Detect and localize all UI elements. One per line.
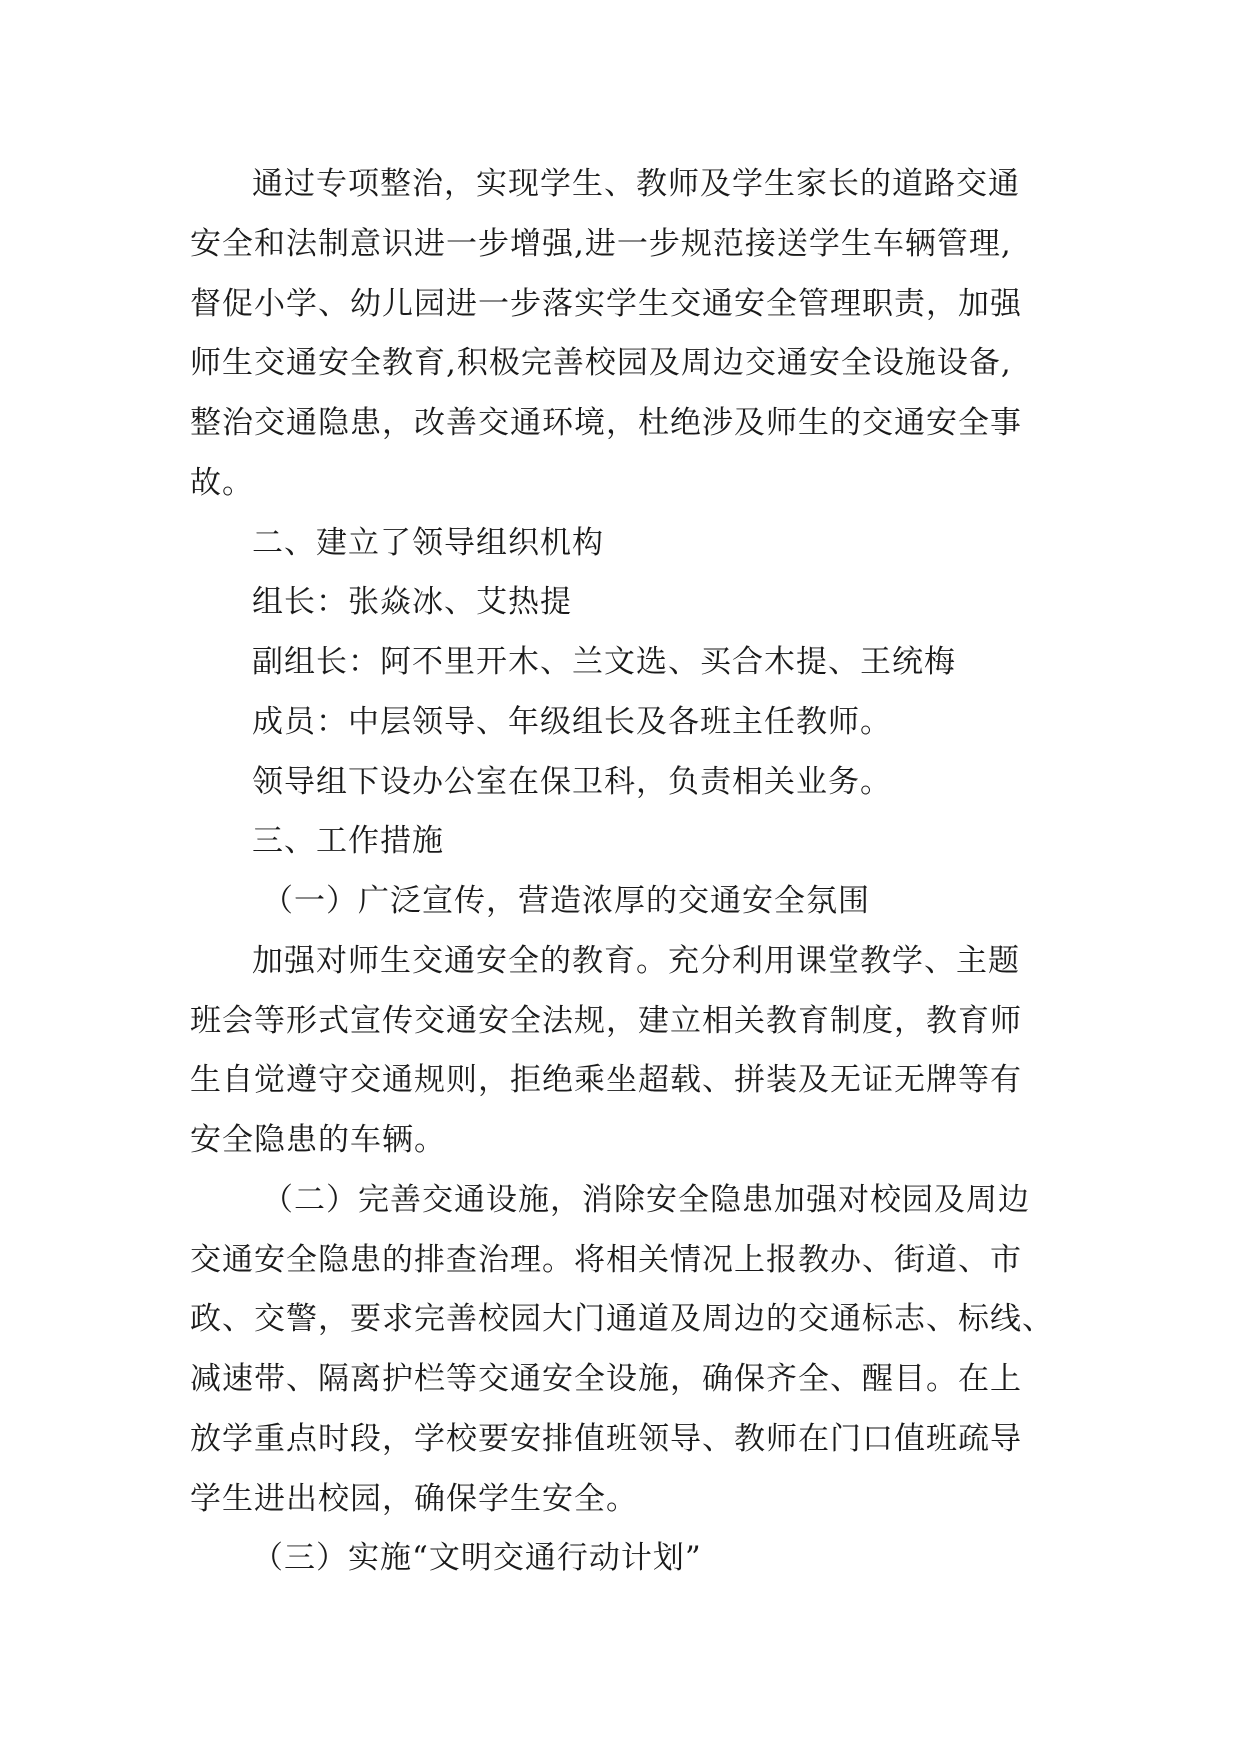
paragraph-line: 安全隐患的车辆。 <box>190 1122 446 1158</box>
paragraph-line: 学生进出校园，确保学生安全。 <box>190 1481 638 1517</box>
paragraph-line: 组长：张焱冰、艾热提 <box>252 584 572 620</box>
section-heading: 二、建立了领导组织机构 <box>252 525 604 561</box>
paragraph-line: 领导组下设办公室在保卫科，负责相关业务。 <box>252 764 892 800</box>
section-heading: 三、工作措施 <box>252 823 444 859</box>
paragraph-line: 安全和法制意识进一步增强,进一步规范接送学生车辆管理, <box>190 226 1012 262</box>
paragraph-line: 故。 <box>190 465 254 501</box>
paragraph-line: 成员：中层领导、年级组长及各班主任教师。 <box>252 704 892 740</box>
paragraph-line: 师生交通安全教育,积极完善校园及周边交通安全设施设备, <box>190 345 1012 381</box>
paragraph-line: 减速带、隔离护栏等交通安全设施，确保齐全、醒目。在上 <box>190 1361 1022 1397</box>
paragraph-line: 交通安全隐患的排查治理。将相关情况上报教办、街道、市 <box>190 1242 1022 1278</box>
paragraph-line: 放学重点时段，学校要安排值班领导、教师在门口值班疏导 <box>190 1421 1022 1457</box>
paragraph-line: 整治交通隐患，改善交通环境，杜绝涉及师生的交通安全事 <box>190 405 1022 441</box>
paragraph-line: 班会等形式宣传交通安全法规，建立相关教育制度，教育师 <box>190 1003 1022 1039</box>
subsection-heading: （二）完善交通设施，消除安全隐患加强对校园及周边 <box>262 1182 1030 1218</box>
paragraph-line: 政、交警，要求完善校园大门通道及周边的交通标志、标线、 <box>190 1301 1054 1337</box>
paragraph-line: 副组长：阿不里开木、兰文选、买合木提、王统梅 <box>252 644 956 680</box>
paragraph-line: 通过专项整治，实现学生、教师及学生家长的道路交通 <box>252 166 1020 202</box>
paragraph-line: 督促小学、幼儿园进一步落实学生交通安全管理职责，加强 <box>190 286 1022 322</box>
subsection-heading: （一）广泛宣传，营造浓厚的交通安全氛围 <box>262 883 870 919</box>
subsection-heading: （三）实施“文明交通行动计划” <box>252 1540 702 1576</box>
paragraph-line: 加强对师生交通安全的教育。充分利用课堂教学、主题 <box>252 943 1020 979</box>
paragraph-line: 生自觉遵守交通规则，拒绝乘坐超载、拼装及无证无牌等有 <box>190 1062 1022 1098</box>
